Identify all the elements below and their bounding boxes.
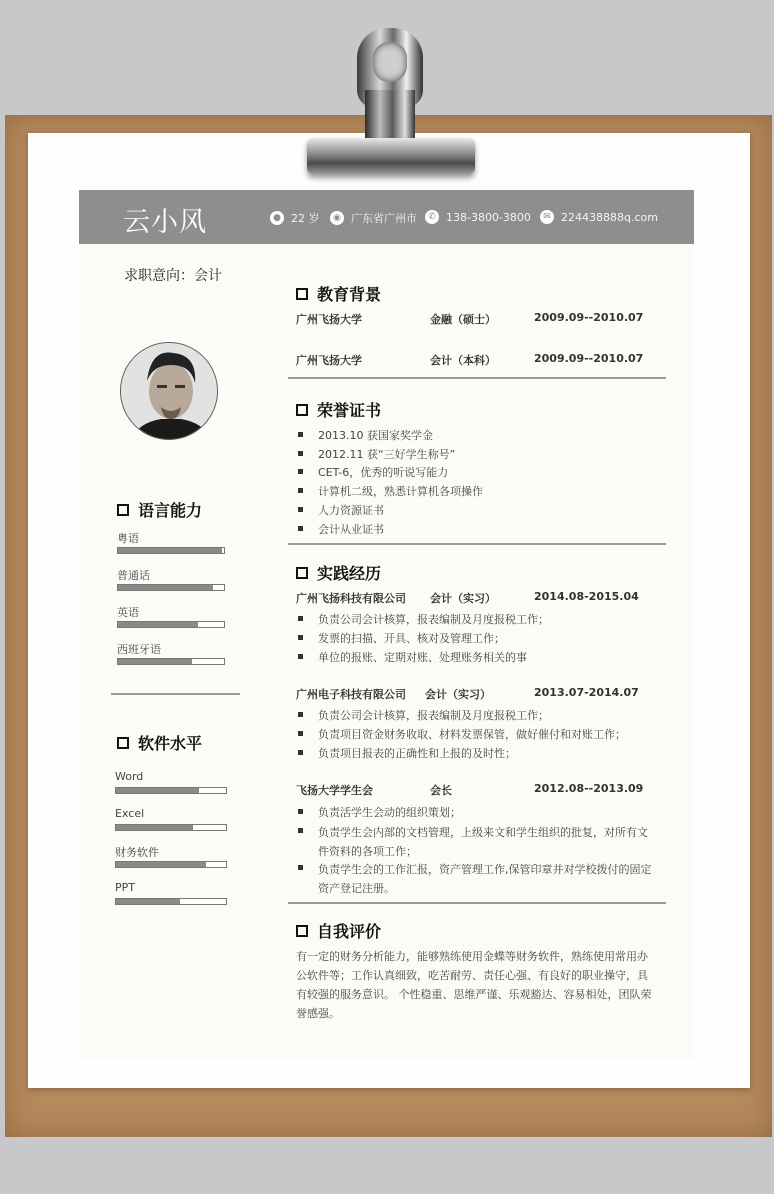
practice-section-title: 实践经历 bbox=[296, 561, 381, 584]
list-item: 负责公司会计核算，报表编制及月度报税工作； bbox=[296, 611, 549, 627]
language-section-title: 语言能力 bbox=[117, 498, 202, 521]
job-date-3: 2012.08--2013.09 bbox=[534, 782, 644, 795]
age-text: 22 岁 bbox=[291, 212, 320, 225]
language-level-bar bbox=[117, 547, 225, 554]
language-label: 普通话 bbox=[117, 569, 150, 582]
software-level-fill bbox=[116, 862, 206, 867]
honor-item: 2013.10 获国家奖学金 bbox=[296, 427, 433, 443]
job-intent: 求职意向：会计 bbox=[124, 268, 222, 284]
candidate-name: 云小风 bbox=[123, 207, 207, 238]
list-item: 负责学生会的工作汇报，资产管理工作,保管印章并对学校拨付的固定资产登记注册。 bbox=[296, 860, 656, 898]
section-divider bbox=[288, 902, 666, 904]
square-bullet-icon bbox=[296, 404, 308, 416]
software-level-bar bbox=[115, 861, 227, 868]
honor-item: 人力资源证书 bbox=[296, 502, 384, 518]
job-date-2: 2013.07-2014.07 bbox=[534, 686, 639, 699]
phone-info bbox=[425, 210, 531, 224]
email-info bbox=[540, 210, 658, 224]
software-level-bar bbox=[115, 898, 227, 905]
square-bullet-icon bbox=[296, 925, 308, 937]
self-eval-text: 有一定的财务分析能力，能够熟练使用金蝶等财务软件，熟练使用常用办公软件等；工作认真细致，吃苦耐劳、责任心强、有良好的职业操守，具有较强的服务意识。 个性稳重、思维严谨、乐观豁达、容易相处，团队荣誉感强。 bbox=[296, 950, 652, 1020]
list-item: 负责项目资金财务收取、材料发票保管，做好催付和对账工作； bbox=[296, 726, 626, 742]
honor-item: 计算机二级，熟悉计算机各项操作 bbox=[296, 483, 483, 499]
job-company-3: 飞扬大学学生会 bbox=[296, 784, 373, 797]
phone-icon: ✆ bbox=[425, 210, 439, 224]
edu-date-2: 2009.09--2010.07 bbox=[534, 352, 644, 365]
list-item: 负责学生会内部的文档管理，上级来文和学生组织的批复，对所有文件资料的各项工作； bbox=[296, 823, 656, 861]
list-item: 单位的报账、定期对账、处理账务相关的事 bbox=[296, 649, 527, 665]
age-info bbox=[270, 210, 320, 226]
mail-icon: ✉ bbox=[540, 210, 554, 224]
job-role-2: 会计（实习） bbox=[425, 688, 491, 701]
language-level-fill bbox=[118, 585, 213, 590]
section-divider bbox=[288, 543, 666, 545]
square-bullet-icon bbox=[117, 504, 129, 516]
software-level-fill bbox=[116, 825, 193, 830]
edu-major-1: 金融（硕士） bbox=[430, 313, 496, 326]
language-level-bar bbox=[117, 621, 225, 628]
job-date-1: 2014.08-2015.04 bbox=[534, 590, 639, 603]
job-company-1: 广州飞扬科技有限公司 bbox=[296, 592, 406, 605]
location-text: 广东省广州市 bbox=[351, 212, 417, 225]
self-eval-section-title: 自我评价 bbox=[296, 919, 381, 942]
software-label: Excel bbox=[115, 807, 145, 820]
email-text: 224438888q.com bbox=[561, 210, 658, 224]
phone-text: 138-3800-3800 bbox=[446, 210, 531, 224]
software-level-fill bbox=[116, 899, 180, 904]
square-bullet-icon bbox=[296, 288, 308, 300]
software-label: PPT bbox=[115, 881, 135, 894]
honor-item: CET-6，优秀的听说写能力 bbox=[296, 464, 448, 480]
language-level-fill bbox=[118, 659, 192, 664]
person-icon: ● bbox=[270, 211, 284, 225]
list-item: 负责项目报表的正确性和上报的及时性； bbox=[296, 745, 516, 761]
honor-item: 会计从业证书 bbox=[296, 521, 384, 537]
section-divider bbox=[288, 377, 666, 379]
software-label: Word bbox=[115, 770, 144, 783]
software-level-bar bbox=[115, 787, 227, 794]
square-bullet-icon bbox=[117, 737, 129, 749]
edu-major-2: 会计（本科） bbox=[430, 354, 496, 367]
language-label: 西班牙语 bbox=[117, 643, 161, 656]
software-label: 财务软件 bbox=[115, 846, 159, 859]
location-pin-icon: ◉ bbox=[330, 211, 344, 225]
software-section-title: 软件水平 bbox=[117, 731, 202, 754]
location-info bbox=[330, 210, 417, 226]
honor-item: 2012.11 获“三好学生称号” bbox=[296, 446, 455, 462]
portrait-photo bbox=[121, 343, 218, 440]
list-item: 发票的扫描、开具、核对及管理工作； bbox=[296, 630, 505, 646]
honors-section-title: 荣誉证书 bbox=[296, 398, 381, 421]
language-level-fill bbox=[118, 548, 222, 553]
edu-school-1: 广州飞扬大学 bbox=[296, 313, 362, 326]
binder-clip-neck bbox=[365, 90, 415, 140]
left-divider bbox=[111, 693, 240, 695]
avatar bbox=[120, 342, 218, 440]
language-level-bar bbox=[117, 584, 225, 591]
edu-school-2: 广州飞扬大学 bbox=[296, 354, 362, 367]
list-item: 负责活学生会动的组织策划； bbox=[296, 804, 656, 820]
binder-clip-base bbox=[307, 138, 475, 174]
square-bullet-icon bbox=[296, 567, 308, 579]
software-level-bar bbox=[115, 824, 227, 831]
software-level-fill bbox=[116, 788, 199, 793]
list-item: 负责公司会计核算，报表编制及月度报税工作； bbox=[296, 707, 549, 723]
language-level-fill bbox=[118, 622, 198, 627]
language-label: 英语 bbox=[117, 606, 139, 619]
job-role-1: 会计（实习） bbox=[430, 592, 496, 605]
language-label: 粤语 bbox=[117, 532, 139, 545]
job-company-2: 广州电子科技有限公司 bbox=[296, 688, 406, 701]
education-section-title: 教育背景 bbox=[296, 282, 381, 305]
language-level-bar bbox=[117, 658, 225, 665]
edu-date-1: 2009.09--2010.07 bbox=[534, 311, 644, 324]
job-role-3: 会长 bbox=[430, 784, 452, 797]
